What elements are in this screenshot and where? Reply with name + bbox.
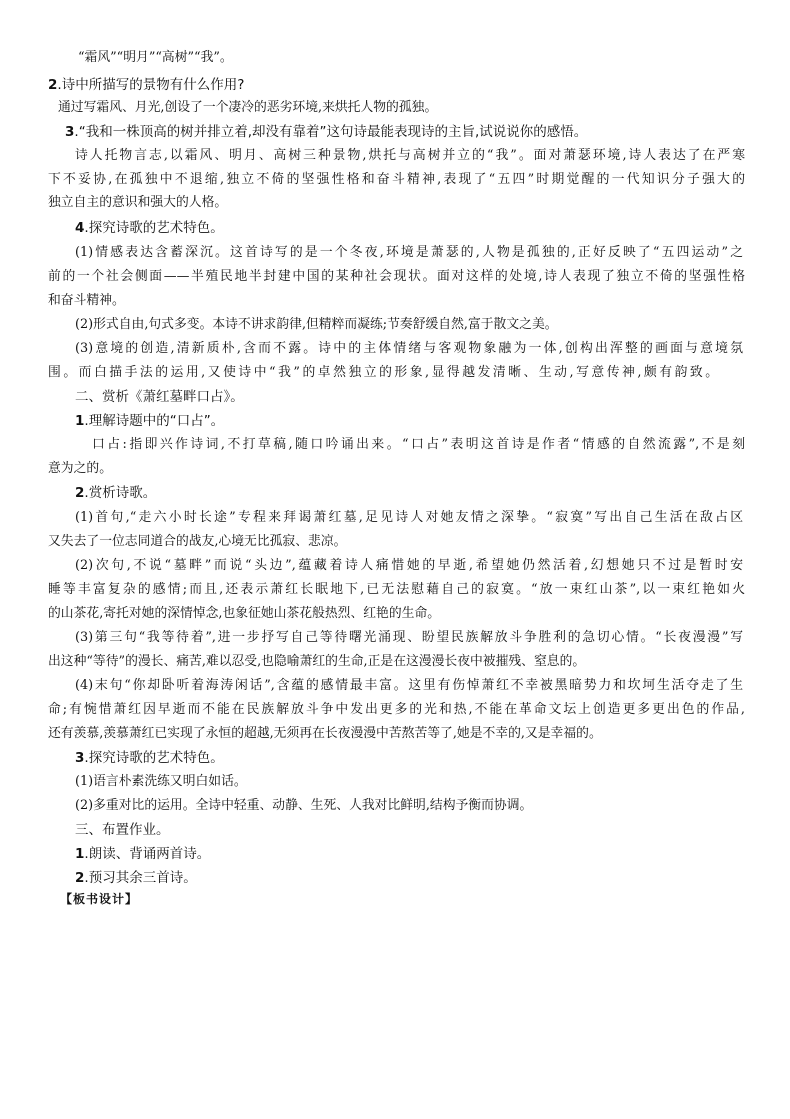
question-text: .朗读、背诵两首诗。	[84, 846, 211, 862]
answer-text: (1)首句,“走六小时长途”专程来拜谒萧红墓,足见诗人对她友情之深挚。“寂寞”写出自己生活在敌占区	[75, 510, 743, 525]
question-number: 2	[75, 870, 85, 886]
answer-text: 命;有惋惜萧红因早逝而不能在民族解放斗争中发出更多的光和热,不能在革命文坛上创造更多更出色的作品,	[48, 702, 745, 717]
answer-text: (2)次句,不说“墓畔”而说“头边”,蕴藏着诗人痛惜她的早逝,希望她仍然活着,幻想她只不过是暂时安	[75, 558, 743, 573]
section-heading: 二、赏析《萧红墓畔口占》。	[75, 389, 244, 405]
answer-text: 前的一个社会侧面——半殖民地半封建中国的某种社会现状。面对这样的处境,诗人表现了独立不倚的坚强性格	[48, 269, 745, 284]
question-text: .理解诗题中的“口占”。	[84, 413, 225, 429]
question-text: .诗中所描写的景物有什么作用?	[57, 77, 245, 93]
question-number: 4	[75, 220, 85, 236]
answer-text: 下不妥协,在孤独中不退缩,独立不倚的坚强性格和奋斗精神,表现了“五四”时期觉醒的一代知识分子强大的	[48, 172, 745, 187]
question-heading	[75, 867, 770, 889]
board-design-label: 【板书设计】	[60, 892, 139, 906]
question-number: 2	[75, 485, 85, 501]
answer-text: 意为之的。	[48, 461, 112, 476]
section-heading: 三、布置作业。	[75, 822, 170, 838]
question-number: 1	[75, 413, 85, 429]
answer-text: 通过写霜风、月光,创设了一个凄冷的恶劣环境,来烘托人物的孤独。	[58, 100, 438, 115]
question-heading	[75, 747, 770, 769]
question-heading	[75, 482, 770, 504]
question-heading	[75, 217, 770, 239]
answer-text: (3)第三句“我等待着”,进一步抒写自己等待曙光涌现、盼望民族解放斗争胜利的急切心情。“长夜漫漫”写	[75, 630, 743, 645]
question-text: .探究诗歌的艺术特色。	[84, 220, 224, 236]
answer-text: 独立自主的意识和强大的人格。	[48, 195, 228, 210]
answer-text: 又失去了一位志同道合的战友,心境无比孤寂、悲凉。	[48, 534, 347, 549]
question-text: .预习其余三首诗。	[84, 870, 197, 886]
answer-text: 还有羡慕,羡慕萧红已实现了永恒的超越,无须再在长夜漫漫中苦熬苦等了,她是不幸的,又是幸福的。	[48, 726, 602, 741]
answer-text: 围。而白描手法的运用,又使诗中“我”的卓然独立的形象,显得越发清晰、生动,写意传神,颇有韵致。	[48, 365, 718, 380]
question-number: 3	[75, 750, 85, 766]
answer-text: 睡等丰富复杂的感情;而且,还表示萧红长眠地下,已无法慰藉自己的寂寞。“放一束红山茶”,以一束红艳如火	[48, 582, 745, 597]
answer-text: 口占:指即兴作诗词,不打草稿,随口吟诵出来。“口占”表明这首诗是作者“情感的自然流露”,不是刻	[92, 437, 745, 452]
answer-text: (2)形式自由,句式多变。本诗不讲求韵律,但精粹而凝练;节奏舒缓自然,富于散文之美。	[75, 317, 558, 332]
answer-text: (2)多重对比的运用。全诗中轻重、动静、生死、人我对比鲜明,结构予衡而协调。	[75, 798, 533, 813]
question-text: .赏析诗歌。	[84, 485, 157, 501]
question-text: .“我和一株顶高的树并排立着,却没有靠着”这句诗最能表现诗的主旨,试说说你的感悟。	[74, 124, 588, 140]
answer-text: “霜风”“明月”“高树”“我”。	[78, 50, 233, 65]
question-number: 3	[65, 124, 75, 140]
answer-text: (4)末句“你却卧听着海涛闲话”,含蕴的感情最丰富。这里有伤悼萧红不幸被黑暗势力和坎坷生活夺走了生	[75, 678, 743, 693]
answer-text: 出这种“等待”的漫长、痛苦,难以忍受,也隐喻萧红的生命,正是在这漫漫长夜中被摧残、窒息的。	[48, 654, 586, 669]
answer-text: (1)语言朴素洗练又明白如话。	[75, 774, 247, 789]
question-heading	[48, 74, 743, 96]
question-heading	[65, 121, 760, 143]
question-heading	[75, 843, 770, 865]
answer-text: 的山茶花,寄托对她的深情悼念,也象征她山茶花般热烈、红艳的生命。	[48, 606, 441, 621]
question-text: .探究诗歌的艺术特色。	[84, 750, 224, 766]
question-number: 1	[75, 846, 85, 862]
answer-text: (3)意境的创造,清新质朴,含而不露。诗中的主体情绪与客观物象融为一体,创构出浑整的画面与意境氛	[75, 341, 743, 356]
question-heading	[75, 410, 770, 432]
answer-text: (1)情感表达含蓄深沉。这首诗写的是一个冬夜,环境是萧瑟的,人物是孤独的,正好反映了“五四运动”之	[75, 245, 743, 260]
question-number: 2	[48, 77, 58, 93]
answer-text: 和奋斗精神。	[48, 293, 125, 308]
answer-text: 诗人托物言志,以霜风、明月、高树三种景物,烘托与高树并立的“我”。面对萧瑟环境,诗人表达了在严寒	[75, 148, 745, 163]
